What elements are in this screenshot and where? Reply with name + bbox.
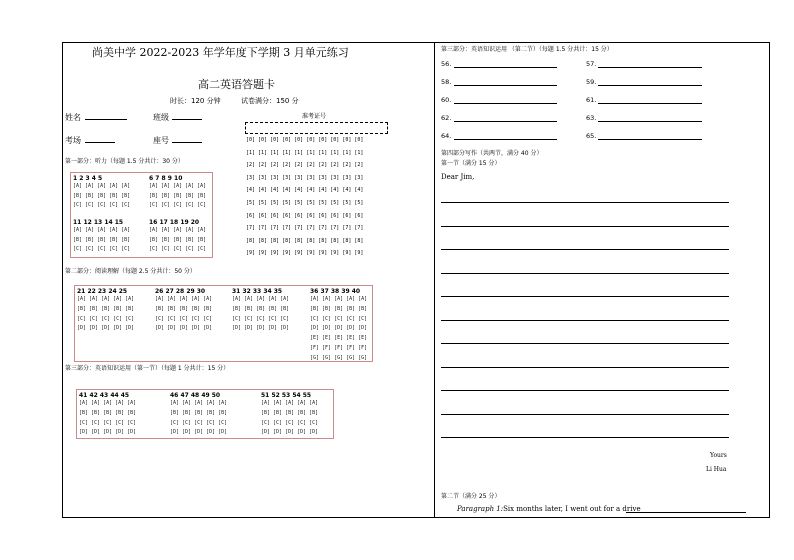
room-label: 考场 [65, 136, 81, 145]
id-bubble-row[interactable]: [9] [9] [9] [9] [9] [9] [9] [9] [9] [9] [246, 250, 364, 257]
option-bubble-row[interactable]: [B] [B] [B] [B] [B] [77, 305, 135, 312]
option-bubble-row[interactable]: [C] [C] [C] [C] [C] [310, 315, 368, 322]
blank-answer-line[interactable] [598, 139, 702, 140]
seat-label: 座号 [153, 136, 169, 145]
class-label: 班级 [153, 113, 169, 122]
option-bubble-row[interactable]: [D] [D] [D] [D] [D] [77, 325, 135, 332]
paragraph1-text: Six months later, I went out for a drive [503, 505, 641, 513]
question-group[interactable] [261, 392, 318, 438]
option-bubble-row[interactable]: [D] [D] [D] [D] [D] [79, 429, 137, 436]
question-numbers: 26 27 28 29 30 [155, 288, 206, 295]
id-bubble-row[interactable]: [0] [0] [0] [0] [0] [0] [0] [0] [0] [0] [246, 137, 364, 143]
writing-line[interactable] [441, 414, 729, 415]
question-numbers: 1 2 3 4 5 [73, 175, 103, 182]
option-bubble-row[interactable]: [E] [E] [E] [E] [E] [310, 335, 368, 342]
option-bubble-row[interactable]: [C] [C] [C] [C] [C] [261, 419, 319, 426]
total-score: 试卷满分：150 分 [241, 97, 299, 105]
writing-line[interactable] [441, 226, 729, 227]
writing-line[interactable] [441, 296, 729, 297]
blank-answer-line[interactable] [454, 67, 557, 68]
blank-answer-line[interactable] [454, 85, 557, 86]
writing-line[interactable] [441, 320, 729, 321]
id-bubble-row[interactable]: [8] [8] [8] [8] [8] [8] [8] [8] [8] [8] [246, 237, 364, 244]
option-bubble-row[interactable]: [C] [C] [C] [C] [C] [77, 315, 135, 322]
paragraph1-prompt [457, 505, 641, 513]
option-bubble-row[interactable]: [A] [A] [A] [A] [A] [149, 227, 207, 233]
option-bubble-row[interactable]: [A] [A] [A] [A] [A] [77, 296, 135, 302]
id-bubble-row[interactable]: [6] [6] [6] [6] [6] [6] [6] [6] [6] [6] [246, 212, 364, 219]
option-bubble-row[interactable]: [C] [C] [C] [C] [C] [73, 202, 131, 208]
option-bubble-row[interactable]: [B] [B] [B] [B] [B] [170, 409, 228, 416]
room-field[interactable] [85, 142, 115, 143]
blank-number: 59. [586, 78, 597, 86]
name-field[interactable] [85, 119, 127, 120]
blank-number: 61. [586, 96, 597, 104]
option-bubble-row[interactable]: [B] [B] [B] [B] [B] [73, 192, 131, 199]
option-bubble-row[interactable]: [C] [C] [C] [C] [C] [155, 315, 213, 322]
id-bubble-row[interactable]: [1] [1] [1] [1] [1] [1] [1] [1] [1] [1] [246, 149, 364, 156]
option-bubble-row[interactable]: [B] [B] [B] [B] [B] [155, 305, 213, 312]
id-bubble-row[interactable]: [3] [3] [3] [3] [3] [3] [3] [3] [3] [3] [246, 174, 364, 181]
question-numbers: 46 47 48 49 50 [170, 392, 221, 399]
letter-greeting: Dear Jim, [441, 173, 475, 181]
id-bubble-row[interactable]: [7] [7] [7] [7] [7] [7] [7] [7] [7] [7] [246, 225, 364, 232]
blank-number: 63. [586, 114, 597, 122]
option-bubble-row[interactable]: [B] [B] [B] [B] [B] [149, 236, 207, 243]
question-numbers: 16 17 18 19 20 [149, 219, 200, 226]
option-bubble-row[interactable]: [A] [A] [A] [A] [A] [310, 296, 368, 302]
question-numbers: 51 52 53 54 55 [261, 392, 312, 399]
question-numbers: 36 37 38 39 40 [310, 288, 361, 295]
option-bubble-row[interactable]: [C] [C] [C] [C] [C] [73, 246, 131, 252]
question-group[interactable] [310, 288, 367, 364]
question-numbers: 11 12 13 14 15 [73, 219, 124, 226]
page-divider [434, 42, 435, 518]
option-bubble-row[interactable]: [D] [D] [D] [D] [D] [232, 325, 290, 332]
option-bubble-row[interactable]: [C] [C] [C] [C] [C] [149, 202, 207, 208]
question-group[interactable] [73, 219, 130, 255]
writing-line[interactable] [441, 390, 729, 391]
blank-answer-line[interactable] [454, 103, 557, 104]
part3b-heading: 第三部分：英语知识运用 （第二节）（每题 1.5 分共计：15 分） [441, 46, 613, 53]
question-group[interactable] [155, 288, 212, 334]
option-bubble-row[interactable]: [D] [D] [D] [D] [D] [261, 429, 319, 436]
blank-number: 60. [441, 96, 452, 104]
question-numbers: 31 32 33 34 35 [232, 288, 283, 295]
duration: 时长：120 分钟 [170, 97, 221, 105]
option-bubble-row[interactable]: [A] [A] [A] [A] [A] [155, 296, 213, 302]
id-bubble-row[interactable]: [2] [2] [2] [2] [2] [2] [2] [2] [2] [2] [246, 162, 364, 169]
question-group[interactable] [73, 175, 130, 211]
part4-heading: 第四部分写作（共两节，满分 40 分） [441, 150, 543, 157]
option-bubble-row[interactable]: [F] [F] [F] [F] [F] [310, 344, 368, 351]
option-bubble-row[interactable]: [A] [A] [A] [A] [A] [79, 400, 137, 406]
writing-line[interactable] [441, 273, 729, 274]
question-group[interactable] [170, 392, 227, 438]
id-bubble-row[interactable]: [4] [4] [4] [4] [4] [4] [4] [4] [4] [4] [246, 187, 364, 194]
option-bubble-row[interactable]: [D] [D] [D] [D] [D] [310, 325, 368, 332]
paragraph1-label: Paragraph 1: [457, 505, 504, 513]
blank-number: 58. [441, 78, 452, 86]
option-bubble-row[interactable]: [B] [B] [B] [B] [B] [261, 409, 319, 416]
question-group[interactable] [149, 175, 206, 211]
option-bubble-row[interactable]: [A] [A] [A] [A] [A] [261, 400, 319, 406]
option-bubble-row[interactable]: [C] [C] [C] [C] [C] [149, 246, 207, 252]
blank-answer-line[interactable] [598, 85, 702, 86]
paragraph1-continuation-line[interactable] [626, 512, 746, 513]
name-label: 姓名 [65, 113, 81, 122]
option-bubble-row[interactable]: [D] [D] [D] [D] [D] [155, 325, 213, 332]
blank-number: 64. [441, 132, 452, 140]
blank-number: 56. [441, 60, 452, 68]
blank-number: 62. [441, 114, 452, 122]
option-bubble-row[interactable]: [C] [C] [C] [C] [C] [170, 419, 228, 426]
question-numbers: 21 22 23 24 25 [77, 288, 128, 295]
question-numbers: 6 7 8 9 10 [149, 175, 183, 182]
option-bubble-row[interactable]: [A] [A] [A] [A] [A] [73, 183, 131, 189]
option-bubble-row[interactable]: [B] [B] [B] [B] [B] [310, 305, 368, 312]
part2-heading: 第二部分：阅读理解（每题 2.5 分共计：50 分） [65, 268, 196, 275]
option-bubble-row[interactable]: [C] [C] [C] [C] [C] [232, 315, 290, 322]
blank-answer-line[interactable] [598, 67, 702, 68]
writing-line[interactable] [441, 343, 729, 344]
letter-signature: Li Hua [706, 466, 727, 473]
question-group[interactable] [232, 288, 289, 334]
option-bubble-row[interactable]: [A] [A] [A] [A] [A] [149, 183, 207, 189]
option-bubble-row[interactable]: [A] [A] [A] [A] [A] [232, 296, 290, 302]
card-title: 高二英语答题卡 [198, 78, 275, 91]
option-bubble-row[interactable]: [B] [B] [B] [B] [B] [232, 305, 290, 312]
writing-line[interactable] [441, 367, 729, 368]
letter-closing: Yours [710, 452, 727, 459]
id-write-box[interactable] [245, 122, 388, 134]
option-bubble-row[interactable]: [B] [B] [B] [B] [B] [149, 192, 207, 199]
writing-line[interactable] [441, 202, 729, 203]
writing-line[interactable] [441, 249, 729, 250]
option-bubble-row[interactable]: [G] [G] [G] [G] [G] [310, 354, 368, 361]
option-bubble-row[interactable]: [A] [A] [A] [A] [A] [73, 227, 131, 233]
option-bubble-row[interactable]: [C] [C] [C] [C] [C] [79, 419, 137, 426]
blank-answer-line[interactable] [454, 121, 557, 122]
option-bubble-row[interactable]: [A] [A] [A] [A] [A] [170, 400, 228, 406]
part1-heading: 第一部分：听力（每题 1.5 分共计：30 分） [65, 158, 184, 165]
section1-heading: 第一节（满分 15 分） [441, 160, 501, 167]
seat-field[interactable] [172, 142, 202, 143]
question-numbers: 41 42 43 44 45 [79, 392, 130, 399]
school-title: 尚美中学 2022-2023 年学年度下学期 3 月单元练习 [92, 46, 349, 59]
blank-answer-line[interactable] [598, 103, 702, 104]
question-group[interactable] [79, 392, 136, 438]
blank-answer-line[interactable] [454, 139, 557, 140]
writing-line[interactable] [441, 437, 729, 438]
part3-heading: 第三部分：英语知识运用（第一节）（每题 1 分共计：15 分） [65, 365, 230, 372]
id-bubble-row[interactable]: [5] [5] [5] [5] [5] [5] [5] [5] [5] [5] [246, 200, 364, 206]
option-bubble-row[interactable]: [D] [D] [D] [D] [D] [170, 429, 228, 436]
question-group[interactable] [149, 219, 206, 255]
option-bubble-row[interactable]: [B] [B] [B] [B] [B] [79, 409, 137, 416]
class-field[interactable] [172, 119, 202, 120]
blank-number: 57. [586, 60, 597, 68]
question-group[interactable] [77, 288, 134, 334]
blank-answer-line[interactable] [598, 121, 702, 122]
blank-number: 65. [586, 132, 597, 140]
option-bubble-row[interactable]: [B] [B] [B] [B] [B] [73, 236, 131, 243]
section2-heading: 第二节（满分 25 分） [441, 493, 501, 500]
id-label: 准考证号 [302, 113, 327, 120]
